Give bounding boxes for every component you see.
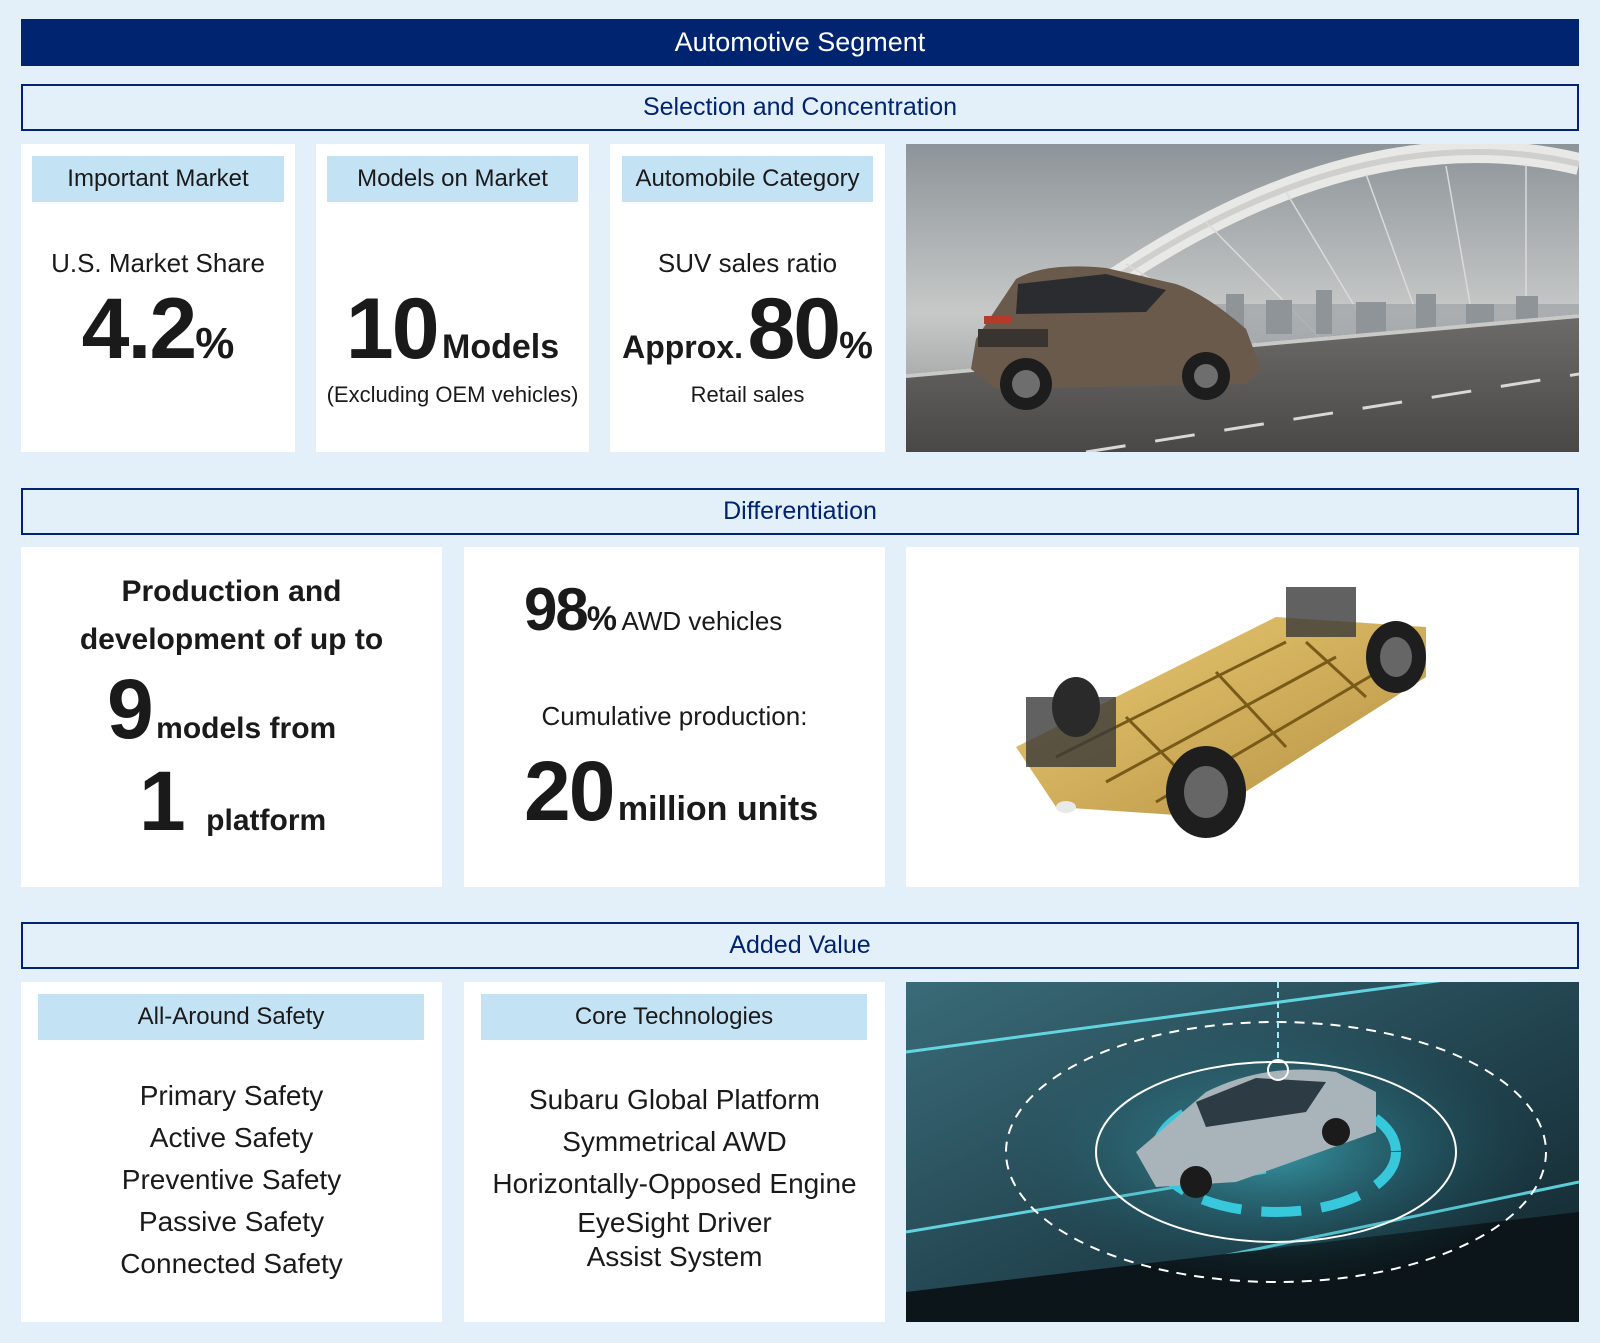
automobile-category-card [610, 144, 885, 452]
models-from-text: models from [156, 712, 337, 745]
cumulative-production-label: Cumulative production: [541, 701, 808, 731]
section-added-value-bar: Added Value [21, 922, 1579, 969]
tech-item-eyesight-line2: Assist System [586, 1241, 763, 1272]
core-technologies-card [464, 982, 885, 1322]
models-unit: Models [442, 328, 560, 366]
tech-item-global-platform: Subaru Global Platform [528, 1084, 821, 1115]
safety-list [21, 1075, 442, 1285]
suv-bridge-photo [906, 144, 1579, 452]
awd-unit: % [586, 600, 617, 638]
suv-ratio-value-group [610, 280, 885, 379]
awd-text: AWD vehicles [621, 606, 783, 636]
production-unit: million units [617, 790, 819, 828]
core-technologies-tag: Core Technologies [481, 994, 867, 1040]
platform-text-line2: development of up to [79, 623, 384, 656]
awd-value: 98 [524, 576, 587, 643]
market-share-unit: % [195, 319, 235, 368]
all-around-safety-tag: All-Around Safety [38, 994, 424, 1040]
safety-item-active: Active Safety [149, 1122, 314, 1153]
chassis-platform-image [906, 547, 1579, 887]
production-value: 20 [524, 744, 614, 838]
eyesight-driver-assist-image [906, 982, 1579, 1322]
suv-ratio-prefix: Approx. [622, 329, 743, 365]
market-share-value: 4.2 [81, 281, 196, 377]
suv-sales-ratio-label: SUV sales ratio [657, 248, 838, 278]
page-title: Automotive Segment [21, 19, 1579, 66]
tech-item-eyesight-line1: EyeSight Driver [577, 1207, 772, 1238]
automobile-category-tag: Automobile Category [622, 156, 873, 202]
production-value-group [524, 743, 818, 840]
important-market-card [21, 144, 295, 452]
suv-ratio-value: 80 [747, 281, 840, 377]
safety-item-connected: Connected Safety [120, 1248, 343, 1279]
models-note: (Excluding OEM vehicles) [326, 382, 579, 407]
platform-card [21, 547, 442, 887]
safety-item-passive: Passive Safety [138, 1206, 325, 1237]
models-on-market-tag: Models on Market [327, 156, 578, 202]
us-market-share-label: U.S. Market Share [51, 248, 265, 278]
section-differentiation-bar: Differentiation [21, 488, 1579, 535]
models-count: 10 [345, 281, 438, 377]
retail-sales-note: Retail sales [690, 382, 805, 407]
suv-ratio-unit: % [839, 325, 873, 367]
awd-value-group [524, 575, 782, 644]
models-number: 9 [107, 662, 152, 756]
models-value-group [316, 280, 589, 379]
models-from-group [107, 661, 336, 758]
market-share-value-group [21, 280, 295, 379]
platform-text: platform [206, 804, 327, 837]
tech-item-boxer-engine: Horizontally-Opposed Engine [492, 1168, 857, 1199]
awd-card [464, 547, 885, 887]
core-tech-list [464, 1079, 885, 1273]
models-on-market-card [316, 144, 589, 452]
platform-number: 1 [139, 754, 184, 848]
all-around-safety-card [21, 982, 442, 1322]
platform-text-line1: Production and [121, 575, 342, 608]
safety-item-primary: Primary Safety [139, 1080, 324, 1111]
important-market-tag: Important Market [32, 156, 284, 202]
tech-item-symmetrical-awd: Symmetrical AWD [562, 1126, 787, 1157]
section-selection-bar: Selection and Concentration [21, 84, 1579, 131]
platform-group [139, 753, 326, 850]
safety-item-preventive: Preventive Safety [121, 1164, 342, 1195]
